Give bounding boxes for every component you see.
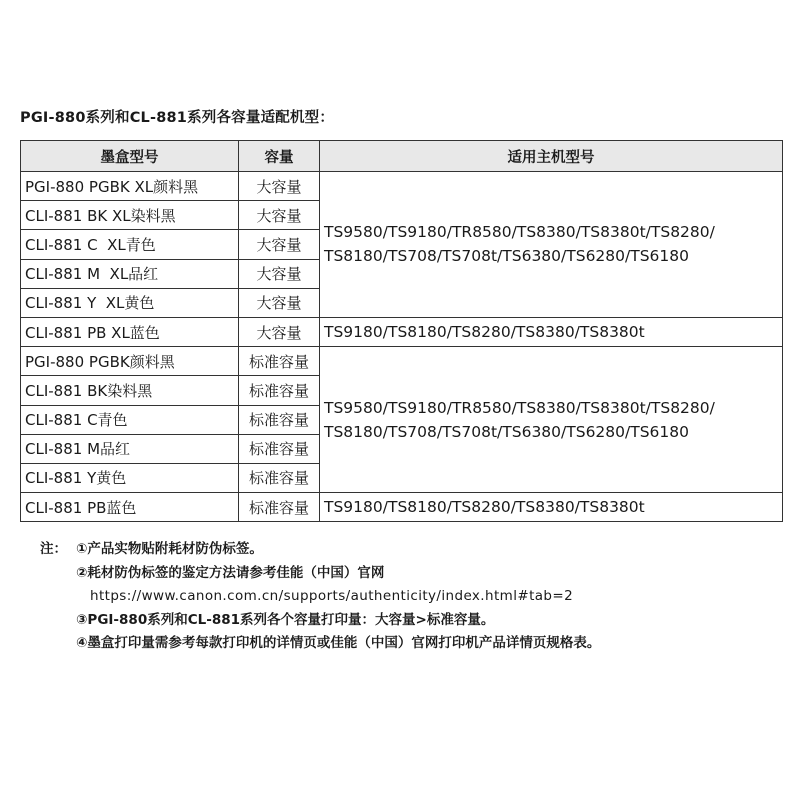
capacity: 大容量 [239,201,320,230]
printers-line: TS9580/TS9180/TR8580/TS8380/TS8380t/TS8280/ [324,398,715,417]
capacity: 大容量 [239,230,320,259]
note-item [40,609,600,633]
cartridge-model: CLI-881 PB XL蓝色 [21,317,239,346]
note-text: ④墨盒打印量需参考每款打印机的详情页或佳能（中国）官网打印机产品详情页规格表。 [76,635,601,651]
capacity: 大容量 [239,259,320,288]
note-item [40,562,600,586]
capacity: 标准容量 [239,434,320,463]
compatible-printers [320,493,783,522]
compatible-printers [320,317,783,346]
printers-line: TS9180/TS8180/TS8280/TS8380/TS8380t [324,323,645,342]
capacity: 大容量 [239,172,320,201]
cartridge-model: CLI-881 Y XL黄色 [21,288,239,317]
capacity: 标准容量 [239,347,320,376]
compatible-printers [320,172,783,318]
header-capacity: 容量 [239,141,320,172]
printers-line: TS9580/TS9180/TR8580/TS8380/TS8380t/TS8280/ [324,223,715,242]
cartridge-model: CLI-881 PB蓝色 [21,493,239,522]
note-item [40,632,600,656]
compatible-printers [320,347,783,493]
printers-line: TS8180/TS708/TS708t/TS6380/TS6280/TS6180 [324,247,689,266]
cartridge-model: PGI-880 PGBK XL颜料黑 [21,172,239,201]
cartridge-model: CLI-881 C青色 [21,405,239,434]
authenticity-url[interactable]: https://www.canon.com.cn/supports/authenticity/index.html#tab=2 [90,588,574,604]
note-text: ①产品实物贴附耗材防伪标签。 [76,541,263,557]
table-row [21,317,783,346]
table-row [21,347,783,376]
cartridge-model: CLI-881 BK染料黑 [21,376,239,405]
table-row [21,493,783,522]
compatibility-table [20,140,783,522]
cartridge-model: CLI-881 C XL青色 [21,230,239,259]
header-compatible-printers: 适用主机型号 [320,141,783,172]
printers-line: TS9180/TS8180/TS8280/TS8380/TS8380t [324,498,645,517]
page-title: PGI-880系列和CL-881系列各容量适配机型： [20,110,335,126]
cartridge-model: CLI-881 BK XL染料黑 [21,201,239,230]
table-row [21,172,783,201]
capacity: 标准容量 [239,493,320,522]
notes-section [40,538,600,656]
notes-lead: 注： [40,541,67,557]
note-item [40,538,600,562]
cartridge-model: PGI-880 PGBK颜料黑 [21,347,239,376]
cartridge-model: CLI-881 Y黄色 [21,463,239,492]
note-text: ②耗材防伪标签的鉴定方法请参考佳能（中国）官网 [76,564,385,581]
cartridge-model: CLI-881 M XL品红 [21,259,239,288]
note-item [40,585,600,609]
capacity: 大容量 [239,317,320,346]
table-header-row [21,141,783,172]
cartridge-model: CLI-881 M品红 [21,434,239,463]
capacity: 标准容量 [239,376,320,405]
note-text: ③PGI-880系列和CL-881系列各个容量打印量：大容量>标准容量。 [76,611,495,628]
header-cartridge-model: 墨盒型号 [21,141,239,172]
capacity: 标准容量 [239,405,320,434]
capacity: 标准容量 [239,463,320,492]
capacity: 大容量 [239,288,320,317]
printers-line: TS8180/TS708/TS708t/TS6380/TS6280/TS6180 [324,422,689,441]
